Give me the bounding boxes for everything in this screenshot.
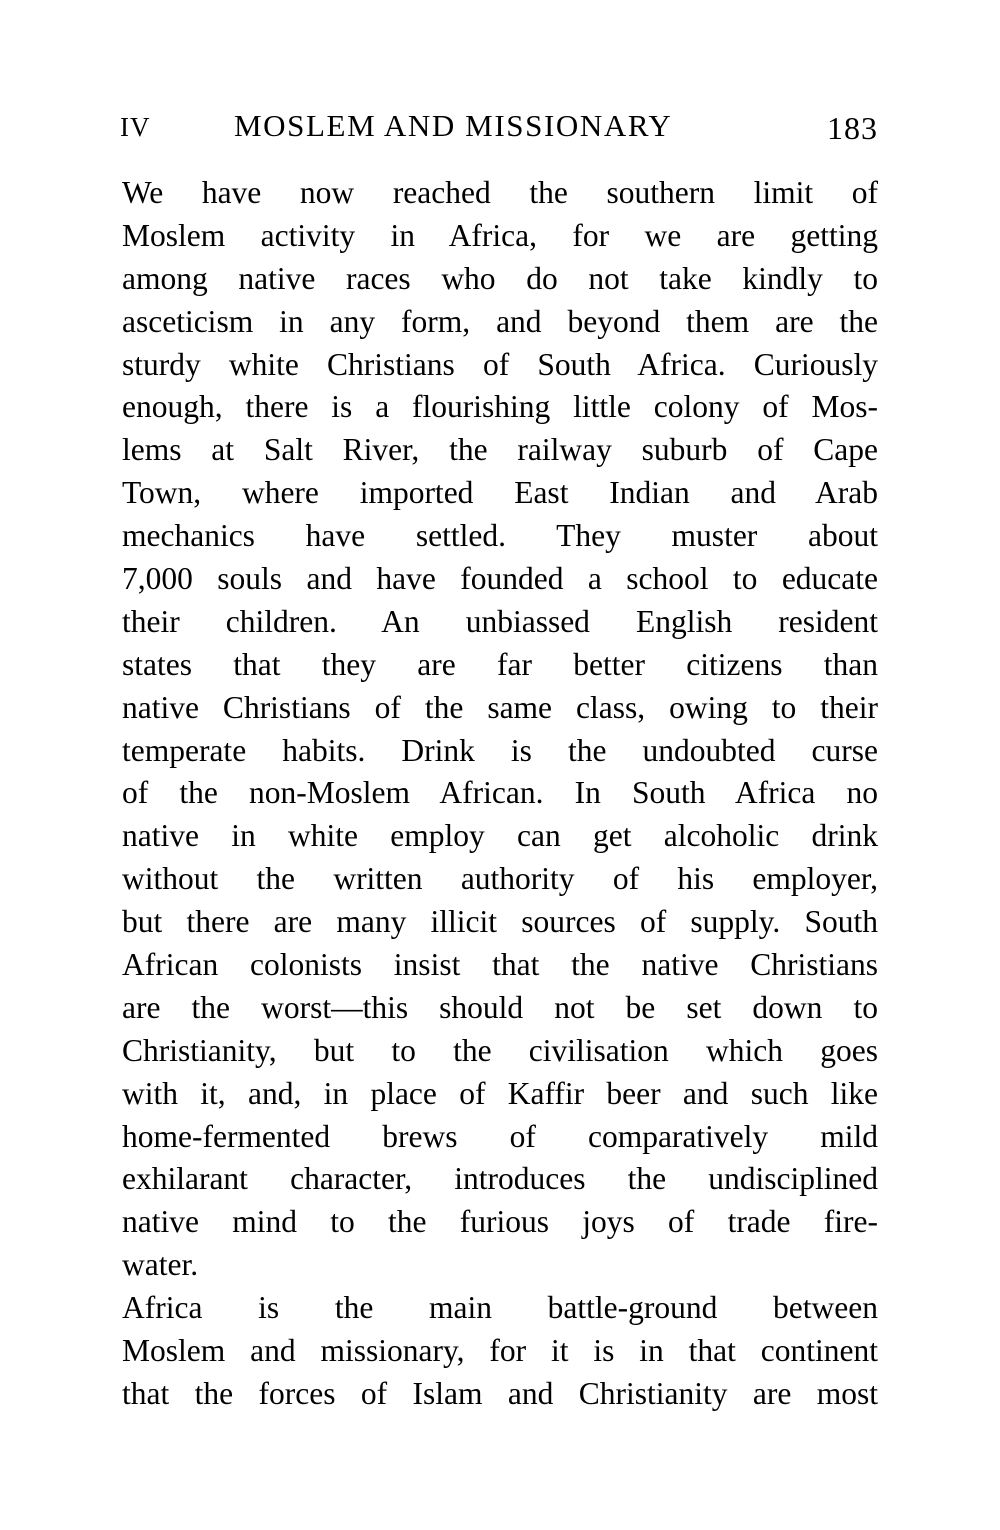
- text-line: home-fermented brews of comparatively mild: [122, 1118, 878, 1154]
- text-line: asceticism in any form, and beyond them are the: [122, 303, 878, 339]
- text-line: water.: [122, 1247, 199, 1283]
- text-line: enough, there is a flourishing little colony of Mos-: [122, 389, 878, 425]
- text-line: that the forces of Islam and Christianity are most: [122, 1375, 878, 1411]
- text-line: among native races who do not take kindly to: [122, 260, 878, 296]
- text-line: native in white employ can get alcoholic drink: [122, 818, 878, 854]
- text-line: their children. An unbiassed English resident: [122, 603, 878, 639]
- text-line: Town, where imported East Indian and Arab: [122, 475, 878, 511]
- text-line: Africa is the main battle-ground between: [122, 1290, 878, 1326]
- body-text: [122, 172, 878, 1416]
- text-line: mechanics have settled. They muster about: [122, 518, 878, 554]
- text-line: with it, and, in place of Kaffir beer and such like: [122, 1075, 878, 1111]
- text-line: without the written authority of his employer,: [122, 861, 878, 897]
- text-line: Moslem activity in Africa, for we are getting: [122, 217, 878, 253]
- text-line: are the worst—this should not be set down to: [122, 989, 878, 1025]
- text-line: sturdy white Christians of South Africa. Curiously: [122, 346, 878, 382]
- paragraph-2: [122, 1287, 878, 1416]
- text-line: African colonists insist that the native Christians: [122, 947, 878, 983]
- running-title: MOSLEM AND MISSIONARY: [234, 108, 673, 143]
- text-line: We have now reached the southern limit of: [122, 175, 878, 210]
- page-number: 183: [827, 110, 878, 146]
- text-line: native mind to the furious joys of trade fire-: [122, 1204, 878, 1240]
- text-line: exhilarant character, introduces the undisciplined: [122, 1161, 878, 1197]
- text-line: of the non-Moslem African. In South Africa no: [122, 775, 878, 811]
- chapter-number: IV: [120, 112, 151, 142]
- text-line: Moslem and missionary, for it is in that continent: [122, 1333, 878, 1369]
- paragraph-1: [122, 172, 878, 1287]
- text-line: temperate habits. Drink is the undoubted curse: [122, 732, 878, 768]
- running-header: [120, 108, 880, 152]
- text-line: Christianity, but to the civilisation which goes: [122, 1032, 878, 1068]
- text-line: native Christians of the same class, owing to their: [122, 689, 878, 725]
- text-line: but there are many illicit sources of supply. South: [122, 904, 878, 940]
- text-line: 7,000 souls and have founded a school to educate: [122, 561, 878, 597]
- text-line: states that they are far better citizens than: [122, 646, 878, 682]
- text-line: lems at Salt River, the railway suburb of Cape: [122, 432, 878, 468]
